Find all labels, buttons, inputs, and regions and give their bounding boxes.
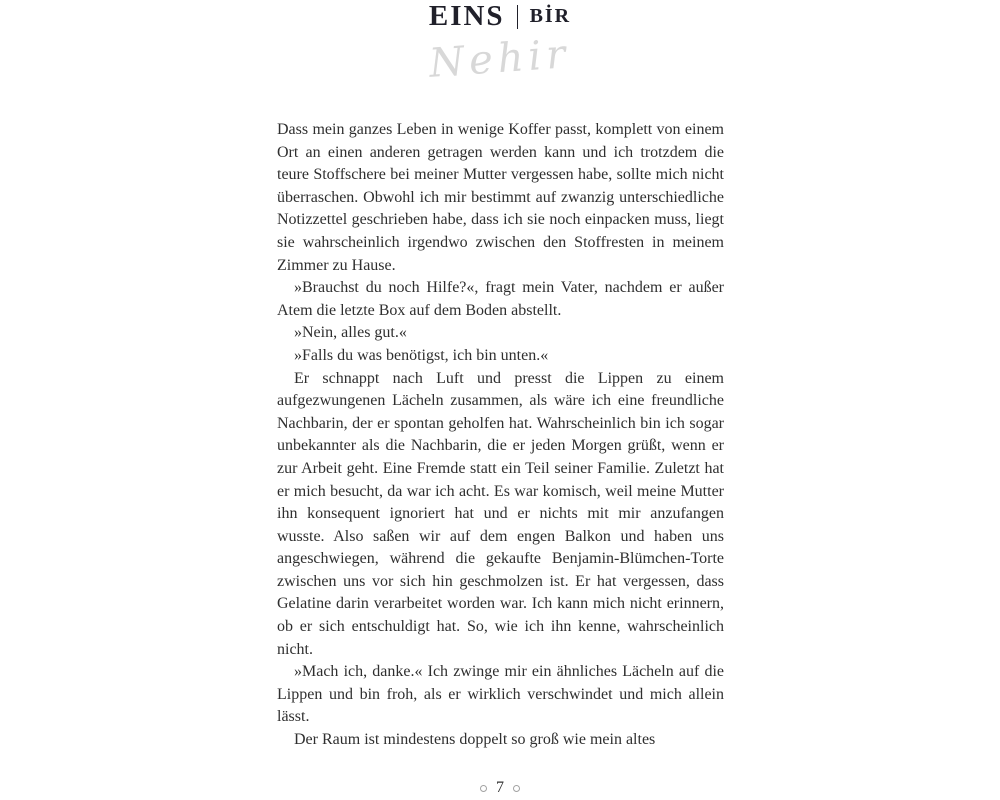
chapter-number-turkish: BİR: [529, 5, 572, 27]
footer-ornament-circle-left: [480, 785, 487, 792]
chapter-header: [0, 0, 1000, 33]
handwritten-name-text: Nehir: [427, 31, 573, 87]
footer-ornament-circle-right: [513, 785, 520, 792]
page-number: 7: [496, 779, 504, 796]
body-paragraph: Der Raum ist mindestens doppelt so groß wie mein altes: [294, 731, 656, 749]
body-paragraph: »Nein, alles gut.«: [294, 324, 407, 342]
handwritten-chapter-name: [0, 31, 1000, 87]
page-footer: [0, 780, 1000, 796]
body-paragraph: »Falls du was benötigst, ich bin unten.«: [294, 346, 549, 364]
body-paragraph: Dass mein ganzes Leben in wenige Koffer passt, komplett von einem Ort an einen anderen getragen werden kann und ich trotzdem die teure Stoffschere bei meiner Mutter vergessen habe, sollte mich nicht überraschen. Obwohl ich mir bestimmt auf zwanzig unterschiedliche Notizzettel geschrieben habe, dass ich sie noch einpacken muss, liegt sie wahrscheinlich irgendwo zwischen den Stoffresten in meinem Zimmer zu Hause.: [277, 121, 724, 274]
body-paragraph: »Mach ich, danke.« Ich zwinge mir ein ähnliches Lächeln auf die Lippen und bin froh, als er wirklich verschwindet und mich allein lässt.: [277, 663, 724, 726]
chapter-number-german: EINS: [428, 0, 505, 32]
header-divider: [517, 5, 518, 29]
body-paragraph: Er schnappt nach Luft und presst die Lippen zu einem aufgezwungenen Lächeln zusammen, als wäre ich eine freundliche Nachbarin, der er spontan geholfen hat. Wahrscheinlich bin ich sogar unbekannter als die Nachbarin, die er jeden Morgen grüßt, wenn er zur Arbeit geht. Eine Fremde statt ein Teil seiner Familie. Zuletzt hat er mich besucht, da war ich acht. Es war komisch, weil meine Mutter ihn konsequent ignoriert hat und er nichts mit mir anzufangen wusste. Also saßen wir auf dem engen Balkon und haben uns angeschwiegen, während die gekaufte Benjamin-Blümchen-Torte zwischen uns vor sich hin geschmolzen ist. Er hat vergessen, dass Gelatine darin verarbeitet worden war. Ich kann mich nicht erinnern, ob er sich entschuldigt hat. So, wie ich ihn kenne, wahrscheinlich nicht.: [277, 369, 724, 658]
body-text-block: [277, 119, 724, 752]
body-paragraph: »Brauchst du noch Hilfe?«, fragt mein Vater, nachdem er außer Atem die letzte Box auf dem Boden abstellt.: [277, 279, 724, 319]
